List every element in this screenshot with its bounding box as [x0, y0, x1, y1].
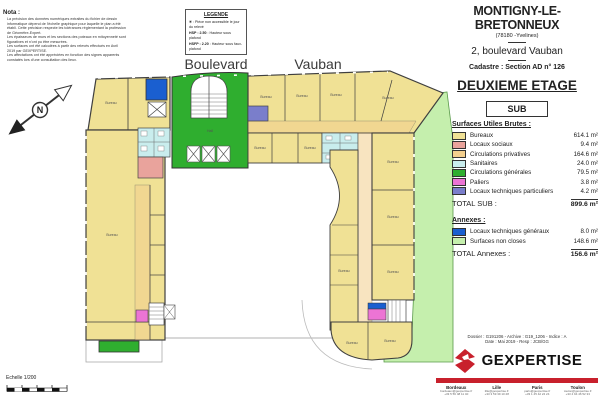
zone-palier-est [368, 309, 386, 320]
gexpertise-logo-icon [452, 348, 478, 374]
sanitaires-west [138, 128, 170, 157]
brand-row [436, 348, 598, 374]
svg-text:Bureau: Bureau [106, 233, 118, 237]
title-block [436, 4, 598, 117]
annexes-title: Annexes : [452, 217, 486, 225]
dossier-line: Date : Mai 2019 - Resp : JCB/GG [485, 339, 549, 345]
nota-line: figuratives et n'ont pu être mesurées. [7, 39, 68, 44]
legende-title: LEGENDE [203, 12, 229, 18]
elevator-west [148, 102, 166, 117]
nota-line: établi. Cette précision respecte les tolérances réglementant la profession [7, 26, 126, 30]
swatch-circulations-privatives [452, 150, 466, 158]
swatch-paliers [452, 178, 466, 186]
surface-row: Locaux sociaux 9.4 m² [452, 140, 598, 149]
office-col: Bordeaux bordeaux@gexpertise.fr +33 5 56 48 11 40 [440, 384, 473, 397]
svg-text:Bureau: Bureau [384, 339, 396, 343]
stair-core-east [368, 300, 406, 322]
annex-row: Locaux techniques généraux 8.0 m² [452, 227, 598, 236]
nota-title: Nota : [3, 10, 20, 16]
svg-text:Bureau: Bureau [296, 94, 308, 98]
svg-text:Hall: Hall [206, 129, 214, 133]
north-arrow-icon [4, 79, 76, 140]
zone-circulation-generale-sud [99, 341, 139, 352]
cadastre-ref: Cadastre : Section AD n° 126 [469, 64, 565, 71]
office-locations [436, 385, 598, 397]
zone-bureaux-sud-est [331, 322, 412, 360]
svg-text:Bureau: Bureau [304, 146, 316, 150]
swatch-locaux-sociaux [452, 141, 466, 149]
zone-circulation-privative-nord [248, 121, 416, 133]
nota-line: Les affectations ont été appréciées en fonction des signes apparents [7, 53, 120, 57]
legende-box [185, 9, 247, 55]
svg-text:Bureau: Bureau [330, 93, 342, 97]
scale-bar [6, 384, 68, 396]
city-title: MONTIGNY-LE-BRETONNEUX [473, 4, 561, 32]
divider [508, 60, 526, 61]
nota-line: La précision des données numériques extraites du fichier de dessin [7, 17, 118, 21]
nota-line: Les surfaces ont été calculées à partir des relevés effectués en Avril [7, 44, 118, 48]
svg-text:Bureau: Bureau [254, 146, 266, 150]
floor-title: DEUXIEME ETAGE [457, 78, 577, 93]
svg-text:Bureau: Bureau [387, 270, 399, 274]
elevator-bank [187, 146, 230, 162]
svg-text:Bureau: Bureau [105, 101, 117, 105]
nota-line: Les épaisseurs de murs et les sections des poteaux en mitoyenneté sont [7, 35, 126, 39]
nota-block [3, 10, 179, 62]
zone-circulation-privative-est [358, 133, 372, 330]
office-col: Paris paris@gexpertise.fr +33 1 45 42 24 24 [524, 384, 551, 397]
dossier-line: Dossier : G191206 - Archive : G19_1206 - Indice : A [467, 334, 567, 339]
swatch-locaux-techniques-generaux [452, 228, 466, 236]
surface-row: Locaux techniques particuliers 4.2 m² [452, 187, 598, 196]
total-sub-row: TOTAL SUB : 899.6 m² [452, 199, 598, 209]
swatch-circulations-generales [452, 169, 466, 177]
surface-row: Circulations générales 79.5 m² [452, 168, 598, 177]
svg-text:Bureau: Bureau [338, 269, 350, 273]
svg-text:Bureau: Bureau [260, 95, 272, 99]
legende-item: ✳ : Pièce non accessible le jour du relevé [189, 20, 240, 30]
surface-row: Bureaux 614.1 m² [452, 131, 598, 140]
svg-text:N: N [36, 105, 44, 115]
main-staircase [191, 76, 227, 118]
svg-text:Bureau: Bureau [387, 215, 399, 219]
surfaces-title: Surfaces Utiles Brutes : [452, 121, 531, 128]
nota-line: de Géomètre-Expert. [7, 30, 42, 35]
street-label-vauban: Vauban [294, 56, 342, 72]
sub-badge: SUB [486, 101, 547, 117]
cartouche [436, 334, 598, 397]
nota-line: 2019 par GEXPERTISE. [7, 48, 48, 53]
street-label-boulevard: Boulevard [184, 56, 248, 72]
legende-item: HSFP : 2.20 : Hauteur sous faux-plafond [189, 41, 243, 52]
surface-row: Paliers 3.8 m² [452, 177, 598, 186]
surfaces-panel [452, 121, 598, 258]
address: 2, boulevard Vauban [471, 46, 563, 57]
zip-subtitle: (78180 -Yvelines) [495, 33, 539, 39]
zone-locaux-sociaux [138, 157, 163, 178]
legende-item: HSP : 2.50 : Hauteur sous plafond [189, 30, 231, 41]
brand-name: GEXPERTISE [481, 352, 583, 370]
nota-line: constatés lors d'une consultation des lieux. [7, 57, 77, 62]
surface-row: Circulations privatives 164.6 m² [452, 150, 598, 159]
swatch-bureaux [452, 132, 466, 140]
surface-row: Sanitaires 24.0 m² [452, 159, 598, 168]
nota-line: informatique dépend de l'échelle graphique pour laquelle le plan a été [7, 21, 121, 26]
zone-palier-ouest [136, 310, 148, 322]
scale-label: Echelle 1/200 [6, 375, 37, 381]
swatch-sanitaires [452, 160, 466, 168]
svg-text:Bureau: Bureau [346, 341, 358, 345]
swatch-surfaces-non-closes [452, 237, 466, 245]
scale-block [6, 375, 68, 401]
svg-text:Bureau: Bureau [382, 96, 394, 100]
zone-local-technique-particulier [248, 106, 268, 121]
svg-text:Bureau: Bureau [387, 160, 399, 164]
annex-row: Surfaces non closes 148.6 m² [452, 236, 598, 245]
zone-bureaux-cour [330, 150, 358, 330]
divider [508, 42, 526, 43]
office-col: Toulon toulon@gexpertise.fr +33 4 94 46 52 33 [563, 384, 592, 397]
zone-local-technique-est [368, 303, 386, 309]
office-col: Lille lille@gexpertise.fr +33 3 59 39 10 28 [484, 384, 509, 397]
total-annexes-row: TOTAL Annexes : 156.6 m² [452, 248, 598, 258]
zone-local-technique-general [146, 79, 167, 100]
brand-bar [436, 378, 598, 383]
swatch-locaux-techniques-particuliers [452, 187, 466, 195]
